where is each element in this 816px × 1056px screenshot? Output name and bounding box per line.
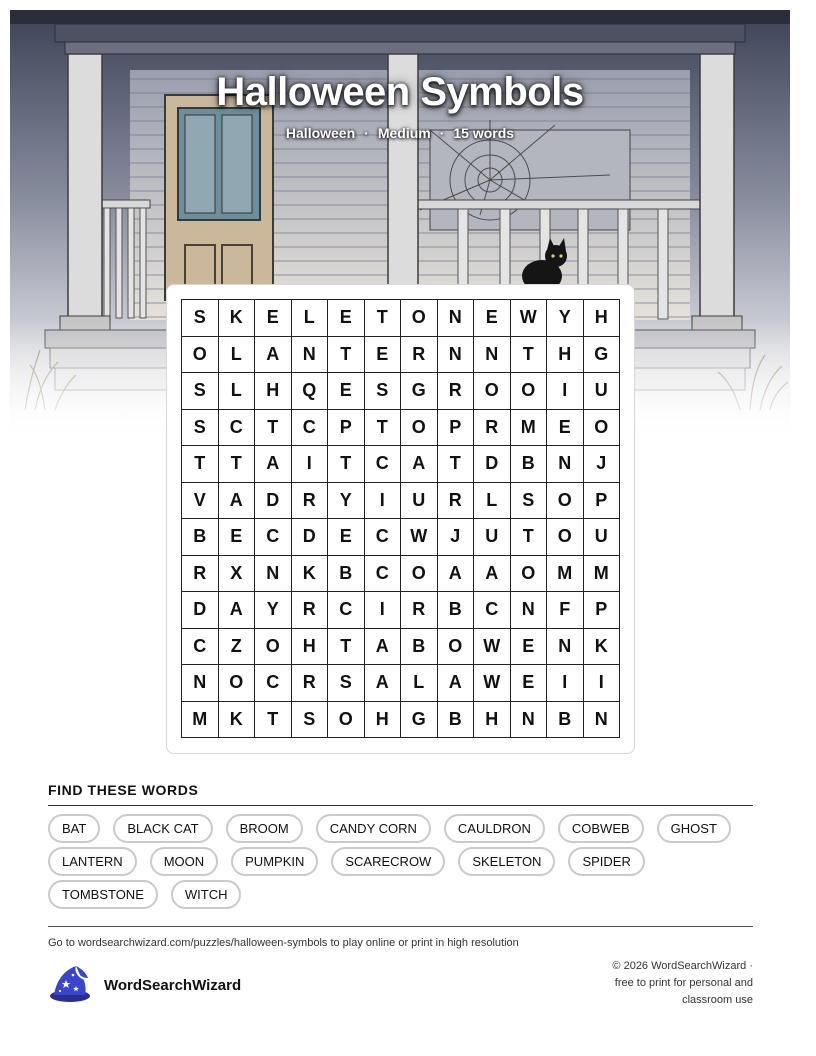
puzzle-card xyxy=(166,284,635,754)
grid-cell[interactable]: R xyxy=(292,592,329,629)
grid-cell[interactable]: E xyxy=(255,300,292,337)
grid-cell[interactable]: O xyxy=(511,373,548,410)
grid-cell[interactable]: M xyxy=(584,556,621,593)
grid-cell[interactable]: T xyxy=(182,446,219,483)
grid-cell[interactable]: U xyxy=(401,483,438,520)
grid-cell[interactable]: R xyxy=(401,337,438,374)
grid-cell[interactable]: E xyxy=(547,410,584,447)
grid-cell[interactable]: A xyxy=(438,556,475,593)
grid-cell[interactable]: E xyxy=(328,519,365,556)
grid-cell[interactable]: N xyxy=(182,665,219,702)
word-pill: LANTERN xyxy=(48,847,137,876)
grid-cell[interactable]: S xyxy=(511,483,548,520)
grid-cell[interactable]: N xyxy=(511,592,548,629)
grid-cell[interactable]: N xyxy=(474,337,511,374)
grid-cell[interactable]: W xyxy=(401,519,438,556)
grid-cell[interactable]: K xyxy=(219,300,256,337)
grid-cell[interactable]: Y xyxy=(328,483,365,520)
grid-cell[interactable]: R xyxy=(182,556,219,593)
grid-cell[interactable]: S xyxy=(365,373,402,410)
grid-cell[interactable]: D xyxy=(292,519,329,556)
grid-cell[interactable]: S xyxy=(328,665,365,702)
grid-cell[interactable]: T xyxy=(255,410,292,447)
grid-cell[interactable]: B xyxy=(511,446,548,483)
grid-cell[interactable]: C xyxy=(255,665,292,702)
grid-cell[interactable]: O xyxy=(474,373,511,410)
grid-cell[interactable]: H xyxy=(292,629,329,666)
grid-cell[interactable]: A xyxy=(219,592,256,629)
grid-cell[interactable]: I xyxy=(547,665,584,702)
grid-cell[interactable]: O xyxy=(401,556,438,593)
grid-cell[interactable]: S xyxy=(182,300,219,337)
grid-cell[interactable]: X xyxy=(219,556,256,593)
grid-cell[interactable]: N xyxy=(255,556,292,593)
grid-cell[interactable]: R xyxy=(292,483,329,520)
grid-cell[interactable]: C xyxy=(292,410,329,447)
grid-cell[interactable]: C xyxy=(219,410,256,447)
grid-cell[interactable]: A xyxy=(219,483,256,520)
grid-cell[interactable]: T xyxy=(219,446,256,483)
grid-cell[interactable]: C xyxy=(182,629,219,666)
grid-cell[interactable]: E xyxy=(511,629,548,666)
grid-cell[interactable]: T xyxy=(438,446,475,483)
grid-cell[interactable]: C xyxy=(365,446,402,483)
grid-cell[interactable]: R xyxy=(401,592,438,629)
grid-cell[interactable]: C xyxy=(365,556,402,593)
word-pill: CANDY CORN xyxy=(316,814,431,843)
grid-cell[interactable]: O xyxy=(547,483,584,520)
grid-cell[interactable]: E xyxy=(511,665,548,702)
grid-cell[interactable]: W xyxy=(511,300,548,337)
grid-cell[interactable]: B xyxy=(547,702,584,739)
grid-cell[interactable]: K xyxy=(584,629,621,666)
grid-cell[interactable]: L xyxy=(219,373,256,410)
word-pill: WITCH xyxy=(171,880,242,909)
grid-cell[interactable]: P xyxy=(584,483,621,520)
grid-cell[interactable]: Z xyxy=(219,629,256,666)
grid-cell[interactable]: V xyxy=(182,483,219,520)
grid-cell[interactable]: B xyxy=(182,519,219,556)
grid-cell[interactable]: A xyxy=(401,446,438,483)
grid-cell[interactable]: P xyxy=(584,592,621,629)
title-block xyxy=(0,70,800,141)
footer-note: Go to wordsearchwizard.com/puzzles/halloween-symbols to play online or print in high resolution xyxy=(48,937,519,949)
grid-cell[interactable]: U xyxy=(474,519,511,556)
word-list xyxy=(48,814,753,909)
grid-cell[interactable]: H xyxy=(584,300,621,337)
grid-cell[interactable]: I xyxy=(365,483,402,520)
grid-cell[interactable]: Y xyxy=(255,592,292,629)
grid-cell[interactable]: A xyxy=(255,446,292,483)
grid-cell[interactable]: E xyxy=(474,300,511,337)
grid-cell[interactable]: B xyxy=(328,556,365,593)
grid-cell[interactable]: E xyxy=(328,373,365,410)
grid-cell[interactable]: A xyxy=(365,629,402,666)
copyright-line: classroom use xyxy=(682,994,753,1006)
grid-cell[interactable]: I xyxy=(584,665,621,702)
puzzle-title: Halloween Symbols xyxy=(216,70,584,114)
brand[interactable] xyxy=(46,963,241,1008)
word-pill: BLACK CAT xyxy=(113,814,212,843)
grid-cell[interactable]: W xyxy=(474,665,511,702)
word-list-heading: FIND THESE WORDS xyxy=(48,782,199,798)
grid-cell[interactable]: T xyxy=(511,337,548,374)
meta-separator: · xyxy=(364,125,369,141)
word-pill: SCARECROW xyxy=(331,847,445,876)
grid-cell[interactable]: O xyxy=(511,556,548,593)
grid-cell[interactable]: C xyxy=(474,592,511,629)
grid-cell[interactable]: O xyxy=(547,519,584,556)
grid-cell[interactable]: T xyxy=(255,702,292,739)
wizard-hat-icon xyxy=(46,963,92,1008)
grid-cell[interactable]: N xyxy=(547,446,584,483)
grid-cell[interactable]: E xyxy=(219,519,256,556)
grid-cell[interactable]: D xyxy=(255,483,292,520)
word-pill: PUMPKIN xyxy=(231,847,318,876)
grid-cell[interactable]: L xyxy=(401,665,438,702)
word-pill: SKELETON xyxy=(458,847,555,876)
word-pill: BROOM xyxy=(226,814,303,843)
grid-cell[interactable]: O xyxy=(401,410,438,447)
grid-cell[interactable]: L xyxy=(474,483,511,520)
word-pill: SPIDER xyxy=(568,847,644,876)
grid-cell[interactable]: H xyxy=(255,373,292,410)
grid-cell[interactable]: Q xyxy=(292,373,329,410)
copyright-line: © 2026 WordSearchWizard · xyxy=(612,960,753,972)
grid-cell[interactable]: O xyxy=(182,337,219,374)
grid-cell[interactable]: B xyxy=(438,702,475,739)
grid-cell[interactable]: P xyxy=(438,410,475,447)
grid-cell[interactable]: S xyxy=(292,702,329,739)
copyright xyxy=(583,958,753,1009)
grid-cell[interactable]: U xyxy=(584,373,621,410)
grid-cell[interactable]: D xyxy=(182,592,219,629)
grid-cell[interactable]: G xyxy=(401,373,438,410)
grid-cell[interactable]: K xyxy=(292,556,329,593)
grid-cell[interactable]: S xyxy=(182,373,219,410)
grid-cell[interactable]: P xyxy=(328,410,365,447)
word-pill: COBWEB xyxy=(558,814,644,843)
puzzle-meta xyxy=(0,125,800,141)
category-label: Halloween xyxy=(285,125,356,141)
grid-cell[interactable]: F xyxy=(547,592,584,629)
word-pill: BAT xyxy=(48,814,100,843)
grid-cell[interactable]: R xyxy=(292,665,329,702)
grid-cell[interactable]: A xyxy=(255,337,292,374)
grid-cell[interactable]: A xyxy=(438,665,475,702)
grid-cell[interactable]: Y xyxy=(547,300,584,337)
grid-cell[interactable]: S xyxy=(182,410,219,447)
grid-cell[interactable]: K xyxy=(219,702,256,739)
grid-cell[interactable]: O xyxy=(584,410,621,447)
grid-cell[interactable]: G xyxy=(401,702,438,739)
divider xyxy=(48,805,753,806)
grid-cell[interactable]: N xyxy=(292,337,329,374)
grid-cell[interactable]: E xyxy=(365,337,402,374)
word-pill: CAULDRON xyxy=(444,814,545,843)
grid-cell[interactable]: O xyxy=(438,629,475,666)
difficulty-label: Medium xyxy=(377,125,431,141)
grid-cell[interactable]: N xyxy=(511,702,548,739)
grid-cell[interactable]: R xyxy=(438,373,475,410)
grid-cell[interactable]: T xyxy=(365,410,402,447)
grid-cell[interactable]: T xyxy=(365,300,402,337)
grid-cell[interactable]: J xyxy=(584,446,621,483)
grid-cell[interactable]: C xyxy=(255,519,292,556)
grid-cell[interactable]: M xyxy=(182,702,219,739)
meta-separator: · xyxy=(439,125,445,141)
grid-cell[interactable]: N xyxy=(547,629,584,666)
grid-cell[interactable]: N xyxy=(438,337,475,374)
word-pill: MOON xyxy=(150,847,218,876)
grid-cell[interactable]: D xyxy=(474,446,511,483)
grid-cell[interactable]: A xyxy=(365,665,402,702)
copyright-line: free to print for personal and xyxy=(614,977,753,989)
grid-cell[interactable]: T xyxy=(328,629,365,666)
grid-cell[interactable]: U xyxy=(584,519,621,556)
brand-name: WordSearchWizard xyxy=(104,977,242,994)
letter-grid[interactable] xyxy=(181,299,620,738)
grid-cell[interactable]: C xyxy=(328,592,365,629)
grid-cell[interactable]: O xyxy=(255,629,292,666)
grid-cell[interactable]: O xyxy=(401,300,438,337)
grid-cell[interactable]: O xyxy=(328,702,365,739)
grid-cell[interactable]: B xyxy=(438,592,475,629)
grid-cell[interactable]: I xyxy=(365,592,402,629)
grid-cell[interactable]: N xyxy=(584,702,621,739)
grid-cell[interactable]: H xyxy=(365,702,402,739)
grid-cell[interactable]: H xyxy=(474,702,511,739)
grid-cell[interactable]: T xyxy=(511,519,548,556)
grid-cell[interactable]: M xyxy=(511,410,548,447)
grid-cell[interactable]: W xyxy=(474,629,511,666)
divider xyxy=(48,926,753,927)
grid-cell[interactable]: L xyxy=(219,337,256,374)
word-pill: GHOST xyxy=(657,814,731,843)
grid-cell[interactable]: R xyxy=(438,483,475,520)
grid-cell[interactable]: I xyxy=(292,446,329,483)
grid-cell[interactable]: T xyxy=(328,337,365,374)
word-pill: TOMBSTONE xyxy=(48,880,158,909)
grid-cell[interactable]: G xyxy=(584,337,621,374)
grid-cell[interactable]: C xyxy=(365,519,402,556)
grid-cell[interactable]: O xyxy=(219,665,256,702)
grid-cell[interactable]: I xyxy=(547,373,584,410)
grid-cell[interactable]: B xyxy=(401,629,438,666)
grid-cell[interactable]: J xyxy=(438,519,475,556)
word-count-label: 15 words xyxy=(453,125,515,141)
grid-cell[interactable]: R xyxy=(474,410,511,447)
grid-cell[interactable]: E xyxy=(328,300,365,337)
grid-cell[interactable]: H xyxy=(547,337,584,374)
grid-cell[interactable]: M xyxy=(547,556,584,593)
grid-cell[interactable]: L xyxy=(292,300,329,337)
grid-cell[interactable]: A xyxy=(474,556,511,593)
grid-cell[interactable]: N xyxy=(438,300,475,337)
grid-cell[interactable]: T xyxy=(328,446,365,483)
